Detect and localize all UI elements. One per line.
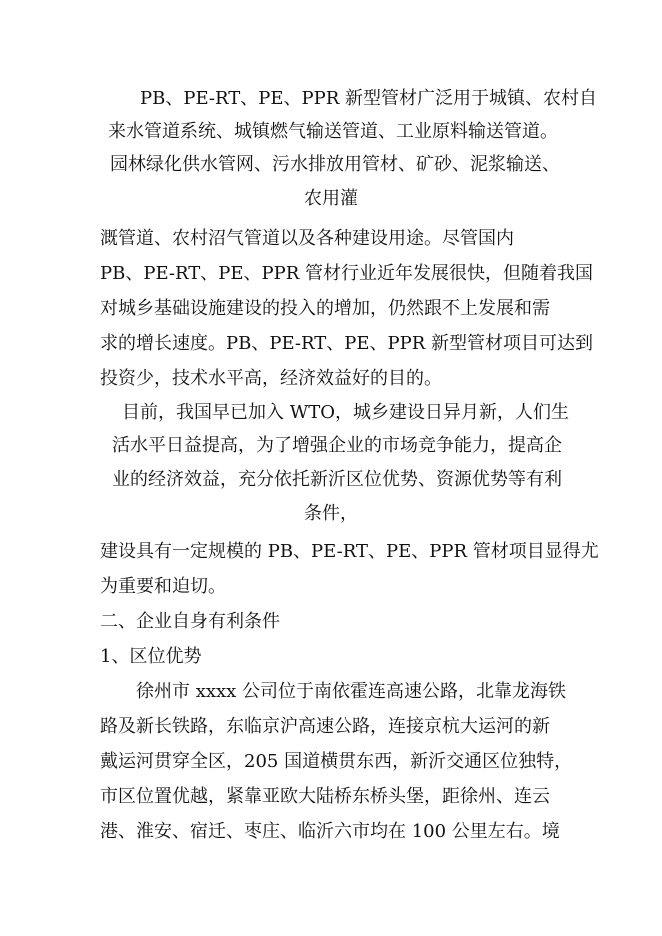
paragraph-line: 路及新长铁路，东临京沪高速公路，连接京杭大运河的新 [100, 716, 550, 737]
paragraph-line: 农用灌 [304, 188, 358, 209]
paragraph-line: 来水管道系统、城镇燃气输送管道、工业原料输送管道。 [108, 121, 558, 142]
paragraph-line: 业的经济效益，充分依托新沂区位优势、资源优势等有利 [112, 469, 562, 490]
paragraph-line: PB、PE-RT、PE、PPR 新型管材广泛用于城镇、农村自 [140, 88, 597, 109]
paragraph-line: 溉管道、农村沼气管道以及各种建设用途。尽管国内 [100, 228, 514, 249]
paragraph-line: PB、PE-RT、PE、PPR 管材行业近年发展很快，但随着我国 [100, 263, 593, 284]
paragraph-line: 投资少，技术水平高，经济效益好的目的。 [100, 368, 442, 389]
section-heading: 二、企业自身有利条件 [100, 611, 280, 632]
paragraph-line: 目前，我国早已加入 WTO，城乡建设日异月新，人们生 [122, 402, 569, 423]
paragraph-line: 为重要和迫切。 [100, 576, 226, 597]
paragraph-line: 徐州市 xxxx 公司位于南依霍连高速公路，北靠龙海铁 [136, 681, 567, 702]
paragraph-line: 港、淮安、宿迁、枣庄、临沂六市均在 100 公里左右。境 [100, 821, 560, 842]
paragraph-line: 建设具有一定规模的 PB、PE-RT、PE、PPR 管材项目显得尤 [100, 541, 599, 562]
paragraph-line: 园林绿化供水管网、污水排放用管材、矿砂、泥浆输送、 [110, 154, 560, 175]
paragraph-line: 对城乡基础设施建设的投入的增加，仍然跟不上发展和需 [100, 298, 550, 319]
subsection-heading: 1、区位优势 [100, 646, 202, 667]
paragraph-line: 条件， [304, 503, 358, 524]
paragraph-line: 求的增长速度。PB、PE-RT、PE、PPR 新型管材项目可达到 [100, 333, 593, 354]
paragraph-line: 市区位置优越，紧靠亚欧大陆桥东桥头堡，距徐州、连云 [100, 786, 550, 807]
paragraph-line: 戴运河贯穿全区，205 国道横贯东西，新沂交通区位独特， [100, 751, 573, 772]
paragraph-line: 活水平日益提高，为了增强企业的市场竞争能力，提高企 [112, 435, 562, 456]
